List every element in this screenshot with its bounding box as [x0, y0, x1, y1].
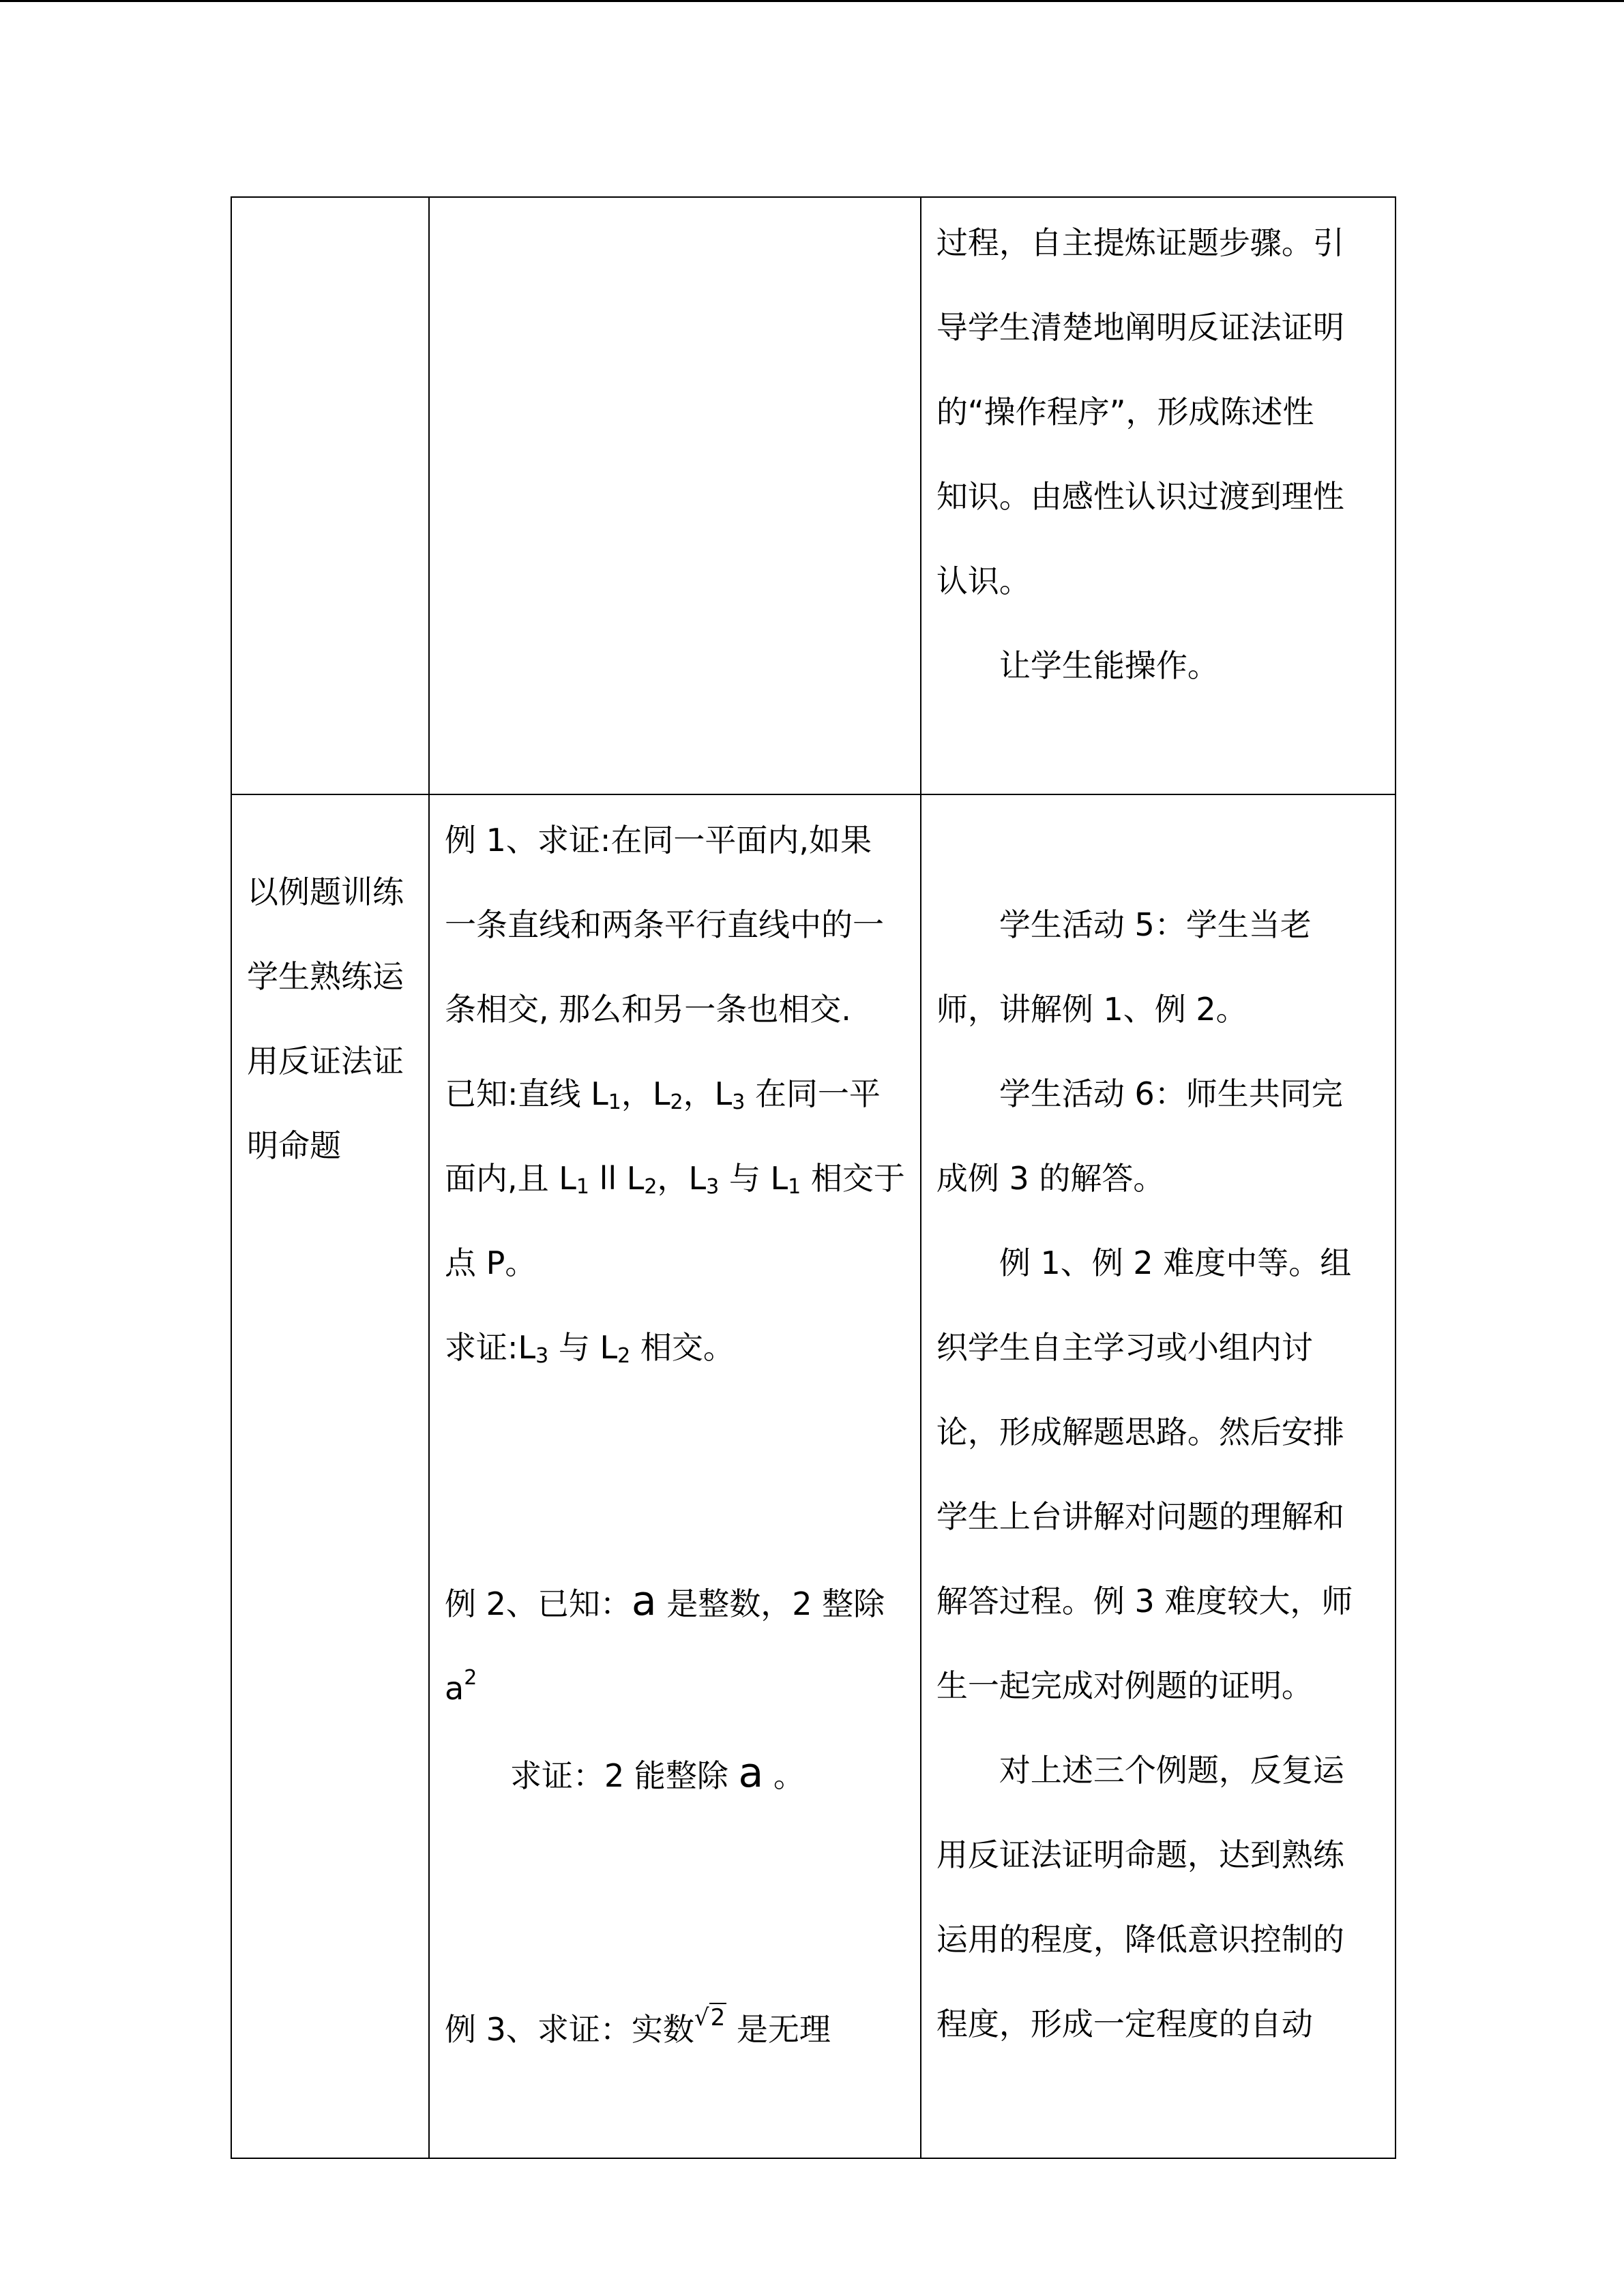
- text-line: 对上述三个例题，反复运: [999, 1752, 1344, 1789]
- stage-label-line: 明命题: [247, 1127, 341, 1164]
- example-1-given: 面内,且 $L_1$ ll $L_2$，$L_3$ 与 $L_1$ 相交于: [445, 1160, 905, 1199]
- text-line: 用反证法证明命题，达到熟练: [936, 1836, 1344, 1873]
- text-line: 织学生自主学习或小组内讨: [936, 1329, 1313, 1366]
- example-2-prove: 求证：2 能整除 a 。: [510, 1749, 805, 1797]
- design-intent-cell: [921, 197, 1396, 794]
- example-1-given: 点 P。: [445, 1244, 537, 1281]
- text-line: 运用的程度，降低意识控制的: [936, 1921, 1344, 1958]
- text-line: 知识。由感性认识过渡到理性: [936, 478, 1344, 515]
- text-line: 过程，自主提炼证题步骤。引: [936, 224, 1344, 261]
- sqrt-symbol: √2: [694, 2004, 726, 2031]
- example-1-line: 例 1、求证:在同一平面内,如果: [445, 822, 872, 859]
- text-line: 例 1、例 2 难度中等。组: [999, 1244, 1352, 1281]
- text-line: 师，讲解例 1、例 2。: [936, 991, 1247, 1028]
- text-line: 论，形成解题思路。然后安排: [936, 1414, 1344, 1450]
- text-line: 导学生清楚地阐明反证法证明: [936, 309, 1344, 346]
- text-line: 的“操作程序”，形成陈述性: [936, 393, 1314, 430]
- content-cell: [429, 794, 921, 2158]
- table-row: [231, 197, 1396, 794]
- stage-label-line: 用反证法证: [247, 1043, 404, 1079]
- stage-cell: [231, 197, 429, 794]
- example-2-given: 例 2、已知：a 是整数，2 整除: [445, 1577, 885, 1625]
- lesson-plan-table: [231, 196, 1396, 2159]
- stage-label-line: 以例题训练: [247, 874, 404, 910]
- example-2-given: $a^2$: [445, 1666, 477, 1707]
- example-3-line: 例 3、求证：实数√2 是无理: [445, 2004, 831, 2048]
- text-line: 让学生能操作。: [999, 647, 1219, 684]
- text-line: 成例 3 的解答。: [936, 1160, 1165, 1197]
- text-line: 学生活动 5：学生当老: [999, 906, 1312, 943]
- text-line: 认识。: [936, 563, 1031, 599]
- text-line: 生一起完成对例题的证明。: [936, 1667, 1313, 1704]
- design-intent-cell: [921, 794, 1396, 2158]
- stage-cell: [231, 794, 429, 2158]
- text-line: 解答过程。例 3 难度较大，师: [936, 1583, 1353, 1620]
- example-1-prove: 求证$:L_3$ 与 $L_2$ 相交。: [445, 1329, 735, 1368]
- text-line: 学生活动 6：师生共同完: [999, 1075, 1343, 1112]
- page-top-border: [0, 0, 1624, 2]
- stage-label-line: 学生熟练运: [247, 958, 404, 995]
- table-row: [231, 794, 1396, 2158]
- text-line: 学生上台讲解对问题的理解和: [936, 1498, 1344, 1535]
- example-1-line: 条相交, 那么和另一条也相交.: [445, 991, 851, 1028]
- content-cell: [429, 197, 921, 794]
- text-line: 程度，形成一定程度的自动: [936, 2006, 1313, 2042]
- example-1-given: 已知:直线 $L_1$，$L_2$，$L_3$ 在同一平: [445, 1075, 881, 1114]
- example-1-line: 一条直线和两条平行直线中的一: [445, 906, 884, 943]
